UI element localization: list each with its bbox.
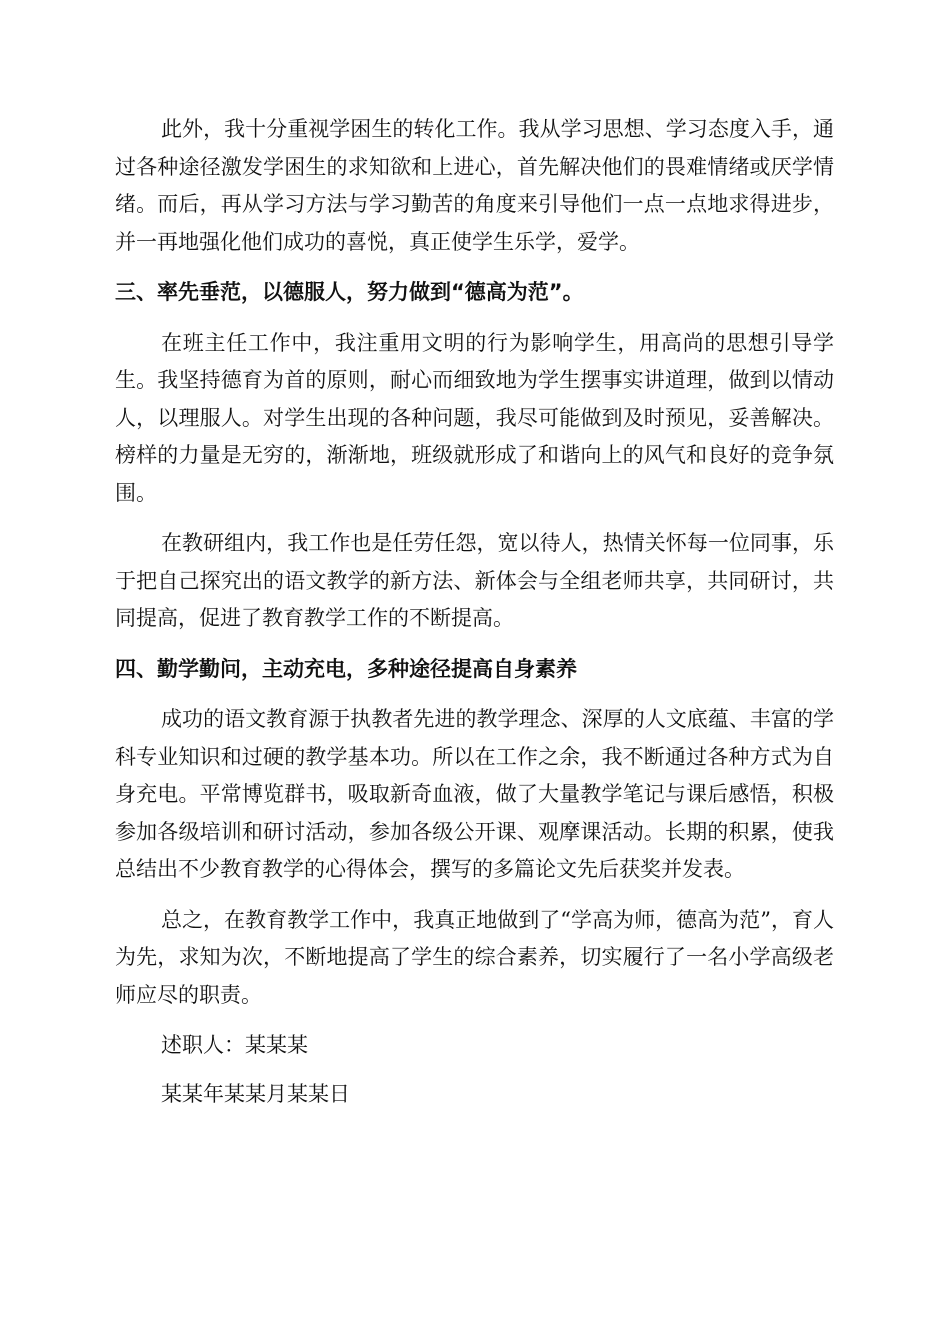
section-heading-3: 三、率先垂范，以德服人，努力做到“德高为范”。 bbox=[115, 280, 584, 304]
paragraph-self-improvement: 成功的语文教育源于执教者先进的教学理念、深厚的人文底蕴、丰富的学科专业知识和过硬的教学基本功。所以在工作之余，我不断通过各种方式为自身充电。平常博览群书，吸取新奇血液，做了大量教学笔记与课后感悟，积极参加各级培训和研讨活动，参加各级公开课、观摩课活动。长期的积累，使我总结出不少教育教学的心得体会，撰写的多篇论文先后获奖并发表。 bbox=[115, 707, 834, 881]
paragraph-teaching-research-group: 在教研组内，我工作也是任劳任怨，宽以待人，热情关怀每一位同事，乐于把自己探究出的语文教学的新方法、新体会与全组老师共享，共同研讨，共同提高，促进了教育教学工作的不断提高。 bbox=[115, 531, 834, 630]
signer-line: 述职人：某某某 bbox=[161, 1033, 308, 1057]
paragraph-class-teacher-work: 在班主任工作中，我注重用文明的行为影响学生，用高尚的思想引导学生。我坚持德育为首的原则，耐心而细致地为学生摆事实讲道理，做到以情动人，以理服人。对学生出现的各种问题，我尽可能做到及时预见，妥善解决。榜样的力量是无穷的，渐渐地，班级就形成了和谐向上的风气和良好的竞争氛围。 bbox=[115, 330, 834, 505]
paragraph-underperforming-students: 此外，我十分重视学困生的转化工作。我从学习思想、学习态度入手，通过各种途径激发学困生的求知欲和上进心，首先解决他们的畏难情绪或厌学情绪。而后，再从学习方法与学习勤苦的角度来引导他们一点一点地求得进步，并一再地强化他们成功的喜悦，真正使学生乐学，爱学。 bbox=[115, 117, 834, 254]
section-heading-4: 四、勤学勤问，主动充电，多种途径提高自身素养 bbox=[115, 656, 577, 681]
paragraph-summary: 总之，在教育教学工作中，我真正地做到了“学高为师，德高为范”，育人为先，求知为次，不断地提高了学生的综合素养，切实履行了一名小学高级老师应尽的职责。 bbox=[115, 907, 834, 1007]
document-body bbox=[115, 111, 834, 1124]
date-line: 某某年某某月某某日 bbox=[161, 1081, 350, 1106]
